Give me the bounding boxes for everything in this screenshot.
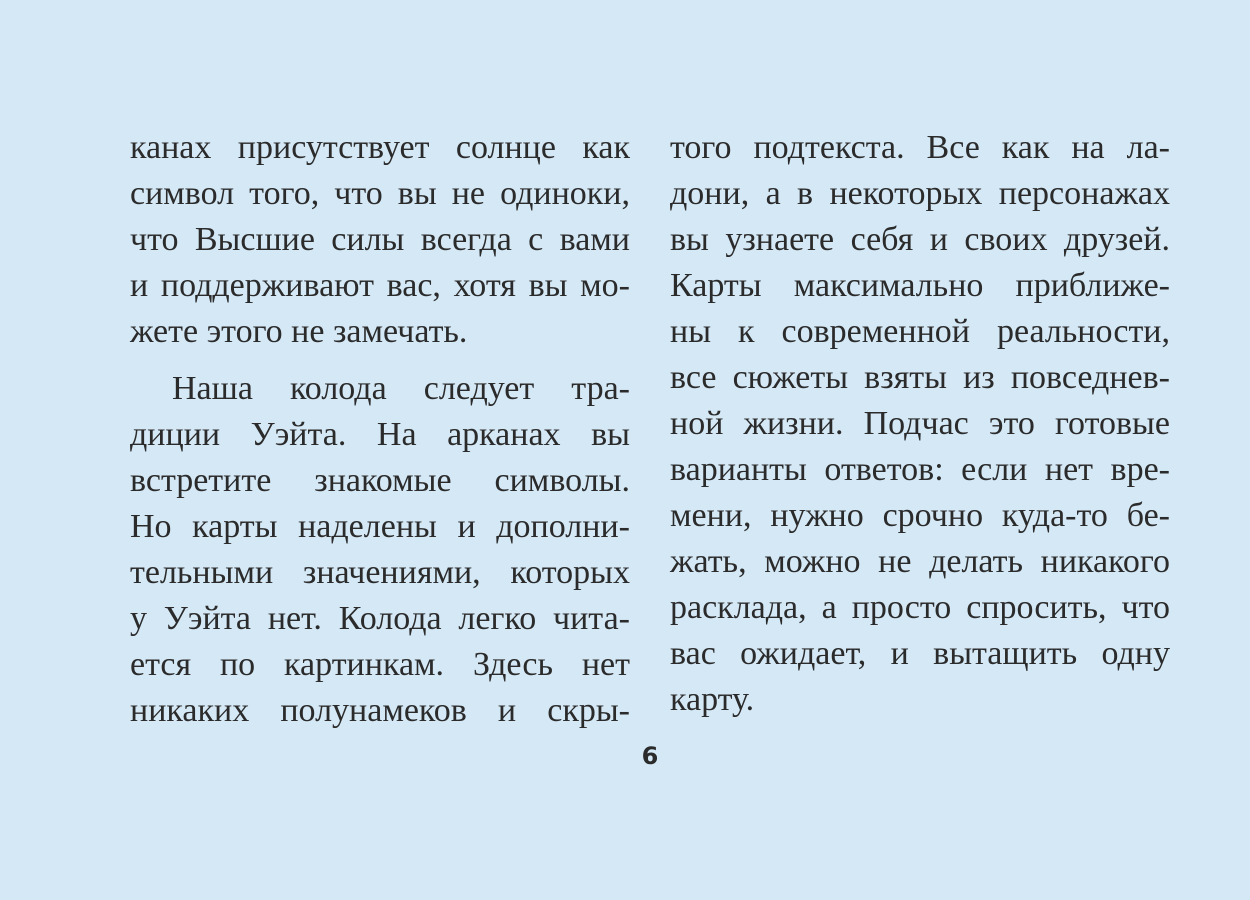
left-text-column xyxy=(130,125,630,734)
text-line: расклада, а просто спросить, что xyxy=(670,589,1170,626)
page-number: 6 xyxy=(641,742,659,770)
right-text-column xyxy=(670,125,1170,723)
text-line: Карты максимально приближе- xyxy=(670,267,1170,304)
text-line: встретите знакомые символы. xyxy=(130,462,630,499)
text-line: канах присутствует солнце как xyxy=(130,129,630,166)
text-line: того подтекста. Все как на ла- xyxy=(670,129,1170,166)
text-line: никаких полунамеков и скры- xyxy=(130,692,630,729)
text-line: жать, можно не делать никакого xyxy=(670,543,1170,580)
text-line: ной жизни. Подчас это готовые xyxy=(670,405,1170,442)
text-line: тельными значениями, которых xyxy=(130,554,630,591)
text-line: вас ожидает, и вытащить одну xyxy=(670,635,1170,672)
text-line: все сюжеты взяты из повседнев- xyxy=(670,359,1170,396)
text-line: карту. xyxy=(670,681,755,718)
text-line: что Высшие силы всегда с вами xyxy=(130,221,630,258)
text-line: ны к современной реальности, xyxy=(670,313,1170,350)
text-line: вы узнаете себя и своих друзей. xyxy=(670,221,1170,258)
text-line: у Уэйта нет. Колода легко чита- xyxy=(130,600,630,637)
text-line: жете этого не замечать. xyxy=(130,313,468,350)
text-line: ется по картинкам. Здесь нет xyxy=(130,646,630,683)
text-line: Но карты наделены и дополни- xyxy=(130,508,630,545)
text-line: и поддерживают вас, хотя вы мо- xyxy=(130,267,630,304)
text-line: дони, а в некоторых персонажах xyxy=(670,175,1170,212)
text-line: мени, нужно срочно куда-то бе- xyxy=(670,497,1170,534)
text-line: диции Уэйта. На арканах вы xyxy=(130,416,630,453)
text-line: варианты ответов: если нет вре- xyxy=(670,451,1170,488)
text-line: Наша колода следует тра- xyxy=(172,370,630,407)
text-line: символ того, что вы не одиноки, xyxy=(130,175,630,212)
